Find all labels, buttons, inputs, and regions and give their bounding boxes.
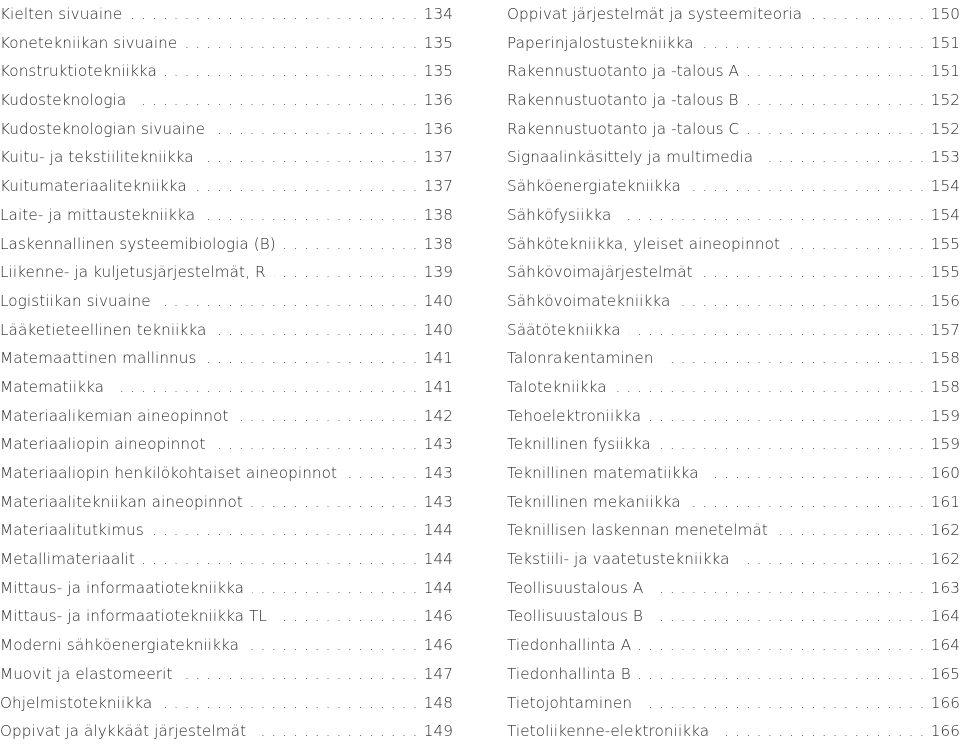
- toc-entry-title: Tietojohtaminen: [507, 694, 640, 712]
- toc-entry-title: Mittaus- ja informaatiotekniikka TL: [0, 607, 275, 625]
- toc-entry-page-number: 151: [929, 29, 960, 58]
- toc-entry-page-number: 154: [929, 201, 960, 230]
- toc-entry-page-number: 166: [929, 689, 960, 718]
- toc-entry-title: Signaalinkäsittely ja multimedia: [507, 148, 761, 166]
- toc-entry-page-number: 144: [422, 516, 453, 545]
- toc-entry[interactable]: [507, 717, 960, 746]
- toc-entry-title: Logistiikan sivuaine: [0, 292, 159, 310]
- toc-entry-page-number: 161: [929, 488, 960, 517]
- toc-entry-page-number: 165: [929, 660, 960, 689]
- toc-entry-page-number: 143: [422, 488, 453, 517]
- toc-entry[interactable]: [507, 86, 960, 115]
- toc-entry-page-number: 134: [422, 0, 453, 29]
- toc-entry-title: Materiaalikemian aineopinnot: [0, 407, 237, 425]
- toc-entry[interactable]: [507, 201, 960, 230]
- toc-entry-page-number: 136: [422, 115, 453, 144]
- toc-entry[interactable]: [0, 459, 453, 488]
- toc-entry[interactable]: [507, 488, 960, 517]
- toc-entry-title: Konetekniikan sivuaine: [0, 34, 185, 52]
- toc-entry[interactable]: [507, 373, 960, 402]
- toc-entry-page-number: 146: [422, 631, 453, 660]
- toc-entry-page-number: 164: [929, 602, 960, 631]
- toc-entry-title: Tiedonhallinta B: [507, 665, 639, 683]
- toc-entry[interactable]: [0, 488, 453, 517]
- toc-entry[interactable]: [507, 430, 960, 459]
- toc-entry-title: Ohjelmistotekniikka: [0, 694, 160, 712]
- toc-entry-title: Materiaalitekniikan aineopinnot: [0, 493, 251, 511]
- toc-entry[interactable]: [0, 57, 453, 86]
- toc-entry-page-number: 139: [422, 258, 453, 287]
- toc-entry-title: Sähkövoimajärjestelmät: [507, 263, 701, 281]
- toc-entry[interactable]: [0, 0, 453, 29]
- toc-entry[interactable]: [507, 57, 960, 86]
- toc-entry-page-number: 137: [422, 143, 453, 172]
- toc-entry[interactable]: [507, 316, 960, 345]
- toc-entry[interactable]: [0, 631, 453, 660]
- toc-left-column: [0, 0, 453, 746]
- toc-entry-title: Paperinjalostustekniikka: [507, 34, 702, 52]
- toc-entry[interactable]: [0, 258, 453, 287]
- toc-entry-page-number: 152: [929, 86, 960, 115]
- toc-entry[interactable]: [507, 516, 960, 545]
- toc-entry-page-number: 156: [929, 287, 960, 316]
- toc-entry-page-number: 164: [929, 631, 960, 660]
- toc-entry[interactable]: [0, 86, 453, 115]
- toc-entry-page-number: 144: [422, 574, 453, 603]
- toc-entry-page-number: 140: [422, 287, 453, 316]
- toc-entry-title: Sähköenergiatekniikka: [507, 177, 689, 195]
- toc-entry-title: Mittaus- ja informaatiotekniikka: [0, 579, 252, 597]
- toc-right-column: [507, 0, 960, 746]
- toc-entry-title: Laite- ja mittaustekniikka: [0, 206, 203, 224]
- toc-entry-title: Sähköfysiikka: [507, 206, 619, 224]
- toc-entry-title: Metallimateriaalit: [0, 550, 143, 568]
- toc-entry[interactable]: [507, 143, 960, 172]
- toc-entry-title: Materiaaliopin aineopinnot: [0, 435, 214, 453]
- toc-entry[interactable]: [507, 631, 960, 660]
- toc-entry-title: Teknillinen matematiikka: [507, 464, 707, 482]
- toc-entry[interactable]: [0, 143, 453, 172]
- toc-entry-page-number: 135: [422, 57, 453, 86]
- toc-entry[interactable]: [507, 230, 960, 259]
- toc-entry-page-number: 166: [929, 717, 960, 746]
- toc-entry-title: Materiaalitutkimus: [0, 521, 152, 539]
- toc-entry-title: Matematiikka: [0, 378, 112, 396]
- toc-entry-page-number: 136: [422, 86, 453, 115]
- toc-entry-title: Teollisuustalous A: [507, 579, 651, 597]
- toc-entry[interactable]: [507, 344, 960, 373]
- toc-entry[interactable]: [507, 0, 960, 29]
- toc-entry[interactable]: [0, 689, 453, 718]
- toc-entry-page-number: 141: [422, 344, 453, 373]
- toc-entry[interactable]: [507, 115, 960, 144]
- toc-entry-page-number: 143: [422, 430, 453, 459]
- toc-entry-page-number: 148: [422, 689, 453, 718]
- toc-entry[interactable]: [0, 717, 453, 746]
- toc-entry[interactable]: [0, 29, 453, 58]
- toc-entry-title: Sähkövoimatekniikka: [507, 292, 678, 310]
- toc-entry[interactable]: [0, 230, 453, 259]
- toc-entry-page-number: 163: [929, 574, 960, 603]
- toc-entry-page-number: 138: [422, 201, 453, 230]
- toc-entry-title: Kudosteknologia: [0, 91, 134, 109]
- toc-entry-page-number: 155: [929, 258, 960, 287]
- toc-entry[interactable]: [0, 545, 453, 574]
- toc-entry-title: Kielten sivuaine: [0, 5, 130, 23]
- toc-entry[interactable]: [507, 402, 960, 431]
- toc-entry-title: Sähkötekniikka, yleiset aineopinnot: [507, 235, 788, 253]
- toc-entry[interactable]: [507, 29, 960, 58]
- toc-entry-title: Teknillinen mekaniikka: [507, 493, 689, 511]
- toc-entry[interactable]: [507, 660, 960, 689]
- toc-entry-title: Muovit ja elastomeerit: [0, 665, 181, 683]
- toc-entry-title: Talonrakentaminen: [507, 349, 662, 367]
- toc-entry-title: Oppivat ja älykkäät järjestelmät: [0, 722, 254, 740]
- toc-entry-title: Kudosteknologian sivuaine: [0, 120, 213, 138]
- toc-entry-page-number: 157: [929, 316, 960, 345]
- toc-entry-page-number: 153: [929, 143, 960, 172]
- toc-entry[interactable]: [507, 459, 960, 488]
- toc-entry[interactable]: [0, 344, 453, 373]
- toc-entry-page-number: 141: [422, 373, 453, 402]
- toc-entry-page-number: 143: [422, 459, 453, 488]
- toc-entry[interactable]: [0, 316, 453, 345]
- toc-entry[interactable]: [507, 287, 960, 316]
- toc-entry[interactable]: [0, 115, 453, 144]
- toc-entry-page-number: 159: [929, 430, 960, 459]
- toc-entry[interactable]: [507, 602, 960, 631]
- toc-entry[interactable]: [0, 402, 453, 431]
- toc-entry-title: Moderni sähköenergiatekniikka: [0, 636, 247, 654]
- toc-entry-title: Rakennustuotanto ja -talous C: [507, 120, 747, 138]
- toc-entry[interactable]: [0, 430, 453, 459]
- toc-entry-title: Tietoliikenne-elektroniikka: [507, 722, 717, 740]
- toc-entry-title: Konstruktiotekniikka: [0, 62, 165, 80]
- toc-entry-page-number: 159: [929, 402, 960, 431]
- toc-entry[interactable]: [507, 258, 960, 287]
- toc-entry-page-number: 151: [929, 57, 960, 86]
- toc-entry-page-number: 152: [929, 115, 960, 144]
- toc-entry-title: Kuitumateriaalitekniikka: [0, 177, 195, 195]
- toc-entry-title: Laskennallinen systeemibiologia (B): [0, 235, 284, 253]
- toc-entry-page-number: 135: [422, 29, 453, 58]
- toc-entry-title: Talotekniikka: [507, 378, 615, 396]
- toc-entry-page-number: 158: [929, 373, 960, 402]
- toc-entry[interactable]: [0, 660, 453, 689]
- toc-entry[interactable]: [0, 287, 453, 316]
- toc-entry-title: Säätötekniikka: [507, 321, 629, 339]
- toc-entry-page-number: 144: [422, 545, 453, 574]
- toc-entry-page-number: 162: [929, 516, 960, 545]
- toc-entry-title: Matemaattinen mallinnus: [0, 349, 205, 367]
- toc-entry-page-number: 155: [929, 230, 960, 259]
- toc-entry-title: Rakennustuotanto ja -talous B: [507, 91, 747, 109]
- toc-entry-title: Tehoelektroniikka: [507, 407, 649, 425]
- toc-entry-page-number: 154: [929, 172, 960, 201]
- toc-entry-title: Rakennustuotanto ja -talous A: [507, 62, 747, 80]
- toc-entry[interactable]: [0, 574, 453, 603]
- toc-entry-title: Tiedonhallinta A: [507, 636, 639, 654]
- toc-entry-title: Oppivat järjestelmät ja systeemiteoria: [507, 5, 810, 23]
- toc-entry-page-number: 162: [929, 545, 960, 574]
- toc-entry[interactable]: [0, 373, 453, 402]
- toc-entry-title: Teollisuustalous B: [507, 607, 651, 625]
- toc-entry-page-number: 160: [929, 459, 960, 488]
- toc-entry-page-number: 146: [422, 602, 453, 631]
- toc-entry[interactable]: [507, 172, 960, 201]
- toc-entry-page-number: 150: [929, 0, 960, 29]
- toc-entry-page-number: 140: [422, 316, 453, 345]
- toc-entry[interactable]: [507, 545, 960, 574]
- toc-entry[interactable]: [0, 201, 453, 230]
- toc-entry-page-number: 149: [422, 717, 453, 746]
- toc-entry-page-number: 138: [422, 230, 453, 259]
- toc-entry[interactable]: [0, 516, 453, 545]
- toc-entry-title: Lääketieteellinen tekniikka: [0, 321, 214, 339]
- toc-entry[interactable]: [0, 602, 453, 631]
- toc-entry[interactable]: [507, 574, 960, 603]
- toc-entry-title: Kuitu- ja tekstiilitekniikka: [0, 148, 202, 166]
- toc-entry[interactable]: [507, 689, 960, 718]
- toc-entry-title: Teknillisen laskennan menetelmät: [507, 521, 776, 539]
- toc-entry-title: Materiaaliopin henkilökohtaiset aineopinnot: [0, 464, 345, 482]
- toc-entry-page-number: 137: [422, 172, 453, 201]
- toc-entry-page-number: 158: [929, 344, 960, 373]
- toc-entry[interactable]: [0, 172, 453, 201]
- toc-entry-page-number: 142: [422, 402, 453, 431]
- toc-entry-title: Tekstiili- ja vaatetustekniikka: [507, 550, 738, 568]
- toc-entry-title: Liikenne- ja kuljetusjärjestelmät, R: [0, 263, 274, 281]
- toc-entry-title: Teknillinen fysiikka: [507, 435, 659, 453]
- toc-entry-page-number: 147: [422, 660, 453, 689]
